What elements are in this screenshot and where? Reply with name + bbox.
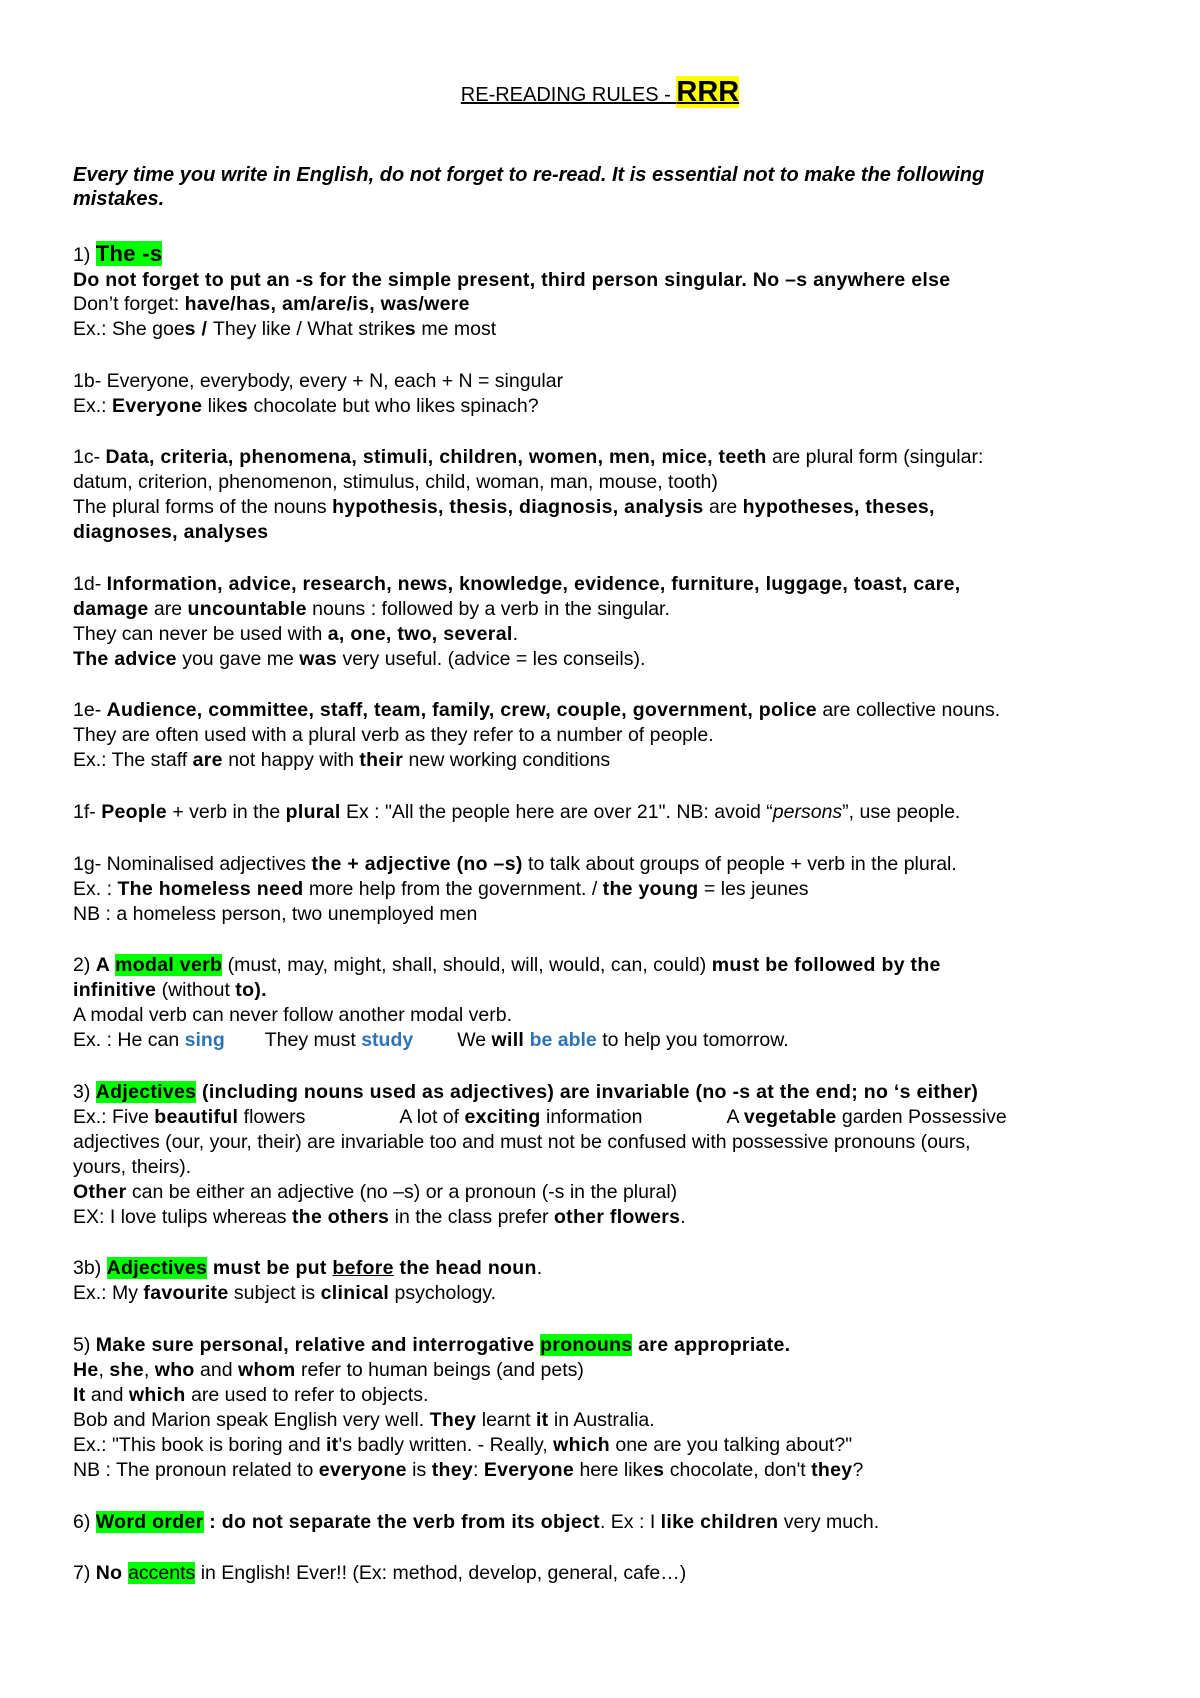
title-text: RE-READING RULES - — [460, 84, 677, 106]
section-1f-line-1: 1f- People + verb in the plural Ex : "All the people here are over 21". NB: avoid “persons”, use people. — [73, 801, 961, 823]
section-1e-line-1: 1e- Audience, committee, staff, team, family, crew, couple, government, police are collective nouns. — [73, 699, 1001, 721]
section-3-line-6: EX: I love tulips whereas the others in the class prefer other flowers. — [73, 1206, 686, 1228]
section-1g-line-1: 1g- Nominalised adjectives the + adjective (no –s) to talk about groups of people + verb in the plural. — [73, 853, 957, 875]
section-1-heading: 1) The -s — [73, 241, 163, 266]
highlight-the-s: The -s — [95, 241, 163, 266]
section-5-line-2: He, she, who and whom refer to human beings (and pets) — [73, 1359, 584, 1381]
section-3-example: Ex.: Five beautiful flowers A lot of exciting information A vegetable garden Possessive — [73, 1106, 1007, 1128]
section-1c-line-4: diagnoses, analyses — [73, 521, 269, 543]
section-1c-line-1: 1c- Data, criteria, phenomena, stimuli, children, women, men, mice, teeth are plural form (singular: — [73, 446, 984, 468]
section-1d-line-1: 1d- Information, advice, research, news, knowledge, evidence, furniture, luggage, toast, care, — [73, 573, 961, 595]
section-1c-line-2: datum, criterion, phenomenon, stimulus, child, woman, man, mouse, tooth) — [73, 471, 718, 493]
section-1-line-2: Don’t forget: have/has, am/are/is, was/were — [73, 293, 470, 315]
highlight-modal-verb: modal verb — [115, 954, 223, 976]
highlight-adjectives: Adjectives — [95, 1081, 197, 1103]
section-7-line-1: 7) No accents in English! Ever!! (Ex: method, develop, general, cafe…) — [73, 1562, 687, 1584]
section-6-line-1: 6) Word order : do not separate the verb from its object. Ex : I like children very much. — [73, 1511, 880, 1533]
highlight-accents: accents — [128, 1562, 196, 1584]
section-3b-line-1: 3b) Adjectives must be put before the head noun. — [73, 1257, 543, 1279]
section-5-line-1: 5) Make sure personal, relative and interrogative pronouns are appropriate. — [73, 1334, 791, 1356]
section-1d-line-4: The advice you gave me was very useful. (advice = les conseils). — [73, 648, 646, 670]
section-1e-line-2: They are often used with a plural verb as they refer to a number of people. — [73, 724, 714, 746]
section-1c-line-3: The plural forms of the nouns hypothesis, thesis, diagnosis, analysis are hypotheses, theses, — [73, 496, 935, 518]
section-1-example: Ex.: She goes / They like / What strikes me most — [73, 318, 497, 340]
highlight-word-order: Word order — [95, 1511, 204, 1533]
section-1g-example: Ex. : The homeless need more help from the government. / the young = les jeunes — [73, 878, 809, 900]
section-3-line-5: Other can be either an adjective (no –s) or a pronoun (-s in the plural) — [73, 1181, 678, 1203]
section-2-example: Ex. : He can sing They must study We will be able to help you tomorrow. — [73, 1029, 789, 1051]
section-1e-example: Ex.: The staff are not happy with their new working conditions — [73, 749, 611, 771]
section-5-line-4: Bob and Marion speak English very well. They learnt it in Australia. — [73, 1409, 655, 1431]
section-2-line-1: 2) A modal verb (must, may, might, shall, should, will, would, can, could) must be followed by the — [73, 954, 941, 976]
section-1-line-1: Do not forget to put an -s for the simple present, third person singular. No –s anywhere else — [73, 269, 951, 291]
section-1b-example: Ex.: Everyone likes chocolate but who likes spinach? — [73, 395, 539, 417]
section-1b-line-1: 1b- Everyone, everybody, every + N, each + N = singular — [73, 370, 564, 392]
section-5-line-3: It and which are used to refer to objects. — [73, 1384, 429, 1406]
section-2-line-2: infinitive (without to). — [73, 979, 267, 1001]
section-1d-line-2: damage are uncountable nouns : followed by a verb in the singular. — [73, 598, 670, 620]
highlight-adjectives-3b: Adjectives — [106, 1257, 208, 1279]
section-5-example: Ex.: "This book is boring and it's badly written. - Really, which one are you talking about?" — [73, 1434, 853, 1456]
section-1d-line-3: They can never be used with a, one, two, several. — [73, 623, 518, 645]
intro-line-1: Every time you write in English, do not forget to re-read. It is essential not to make the following — [73, 164, 985, 186]
intro-line-2: mistakes. — [73, 188, 165, 210]
section-3-line-4: yours, theirs). — [73, 1156, 192, 1178]
section-1g-note: NB : a homeless person, two unemployed men — [73, 903, 478, 925]
section-3-line-1: 3) Adjectives (including nouns used as adjectives) are invariable (no -s at the end; no ‘s either) — [73, 1081, 979, 1103]
highlight-pronouns: pronouns — [540, 1334, 633, 1356]
section-3-line-3: adjectives (our, your, their) are invariable too and must not be confused with possessive pronouns (ours, — [73, 1131, 971, 1153]
section-5-note: NB : The pronoun related to everyone is they: Everyone here likes chocolate, don't they? — [73, 1459, 864, 1481]
section-2-line-3: A modal verb can never follow another modal verb. — [73, 1004, 512, 1026]
title-highlight: RRR — [676, 76, 740, 108]
page-title — [0, 76, 1200, 109]
section-3b-example: Ex.: My favourite subject is clinical psychology. — [73, 1282, 497, 1304]
